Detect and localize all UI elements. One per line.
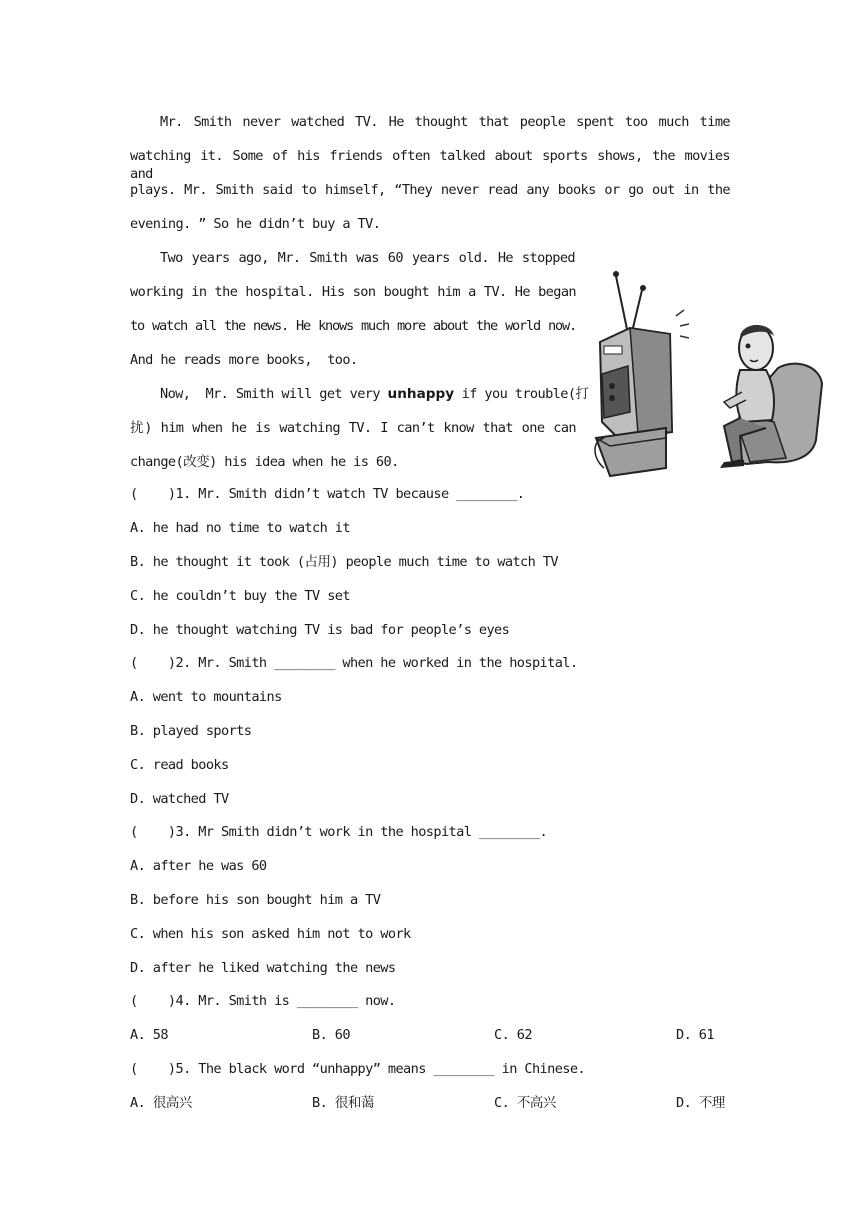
q5-option-d: D. 不理 — [676, 1095, 725, 1111]
q4-stem: ( )4. Mr. Smith is ________ now. — [130, 993, 396, 1009]
passage-p3-post: if you trouble(打 — [454, 386, 589, 402]
passage-p2-line2: working in the hospital. His son bought him a TV. He began — [130, 284, 576, 300]
q1-option-b: B. he thought it took (占用) people much time to watch TV — [130, 554, 558, 570]
q1-option-d: D. he thought watching TV is bad for people’s eyes — [130, 622, 510, 638]
q3-stem: ( )3. Mr Smith didn’t work in the hospital ________. — [130, 824, 548, 840]
q5-option-a: A. 很高兴 — [130, 1095, 192, 1111]
q2-option-c: C. read books — [130, 757, 229, 773]
q3-option-a: A. after he was 60 — [130, 858, 267, 874]
passage-p2-line4: And he reads more books, too. — [130, 352, 358, 368]
man-watching-tv-illustration — [590, 262, 830, 484]
passage-p3-line3: change(改变) his idea when he is 60. — [130, 454, 399, 470]
q3-option-d: D. after he liked watching the news — [130, 960, 396, 976]
passage-p2-line1: Two years ago, Mr. Smith was 60 years old. He stopped — [160, 250, 575, 266]
q4-option-c: C. 62 — [494, 1027, 532, 1043]
q4-option-a: A. 58 — [130, 1027, 168, 1043]
q5-stem: ( )5. The black word “unhappy” means ________ in Chinese. — [130, 1061, 586, 1077]
q1-option-a: A. he had no time to watch it — [130, 520, 350, 536]
q3-option-c: C. when his son asked him not to work — [130, 926, 411, 942]
passage-p1-line4: evening. ” So he didn’t buy a TV. — [130, 216, 381, 232]
passage-p3-line1 — [160, 385, 588, 403]
q2-option-d: D. watched TV — [130, 791, 229, 807]
passage-p1-line1: Mr. Smith never watched TV. He thought that people spent too much time — [160, 114, 730, 130]
q4-option-d: D. 61 — [676, 1027, 714, 1043]
passage-p1-line3: plays. Mr. Smith said to himself, “They never read any books or go out in the — [130, 182, 730, 198]
passage-p3-pre: Now, Mr. Smith will get very — [160, 386, 388, 402]
q2-stem: ( )2. Mr. Smith ________ when he worked in the hospital. — [130, 655, 578, 671]
passage-p2-line3: to watch all the news. He knows much more about the world now. — [130, 318, 576, 334]
passage-p3-line2: 扰) him when he is watching TV. I can’t know that one can — [130, 420, 576, 436]
q2-option-a: A. went to mountains — [130, 689, 282, 705]
q1-stem: ( )1. Mr. Smith didn’t watch TV because ________. — [130, 486, 525, 502]
passage-p1-line2: watching it. Some of his friends often talked about sports shows, the movies and — [130, 148, 730, 182]
q5-option-b: B. 很和蔼 — [312, 1095, 374, 1111]
q3-option-b: B. before his son bought him a TV — [130, 892, 381, 908]
q5-option-c: C. 不高兴 — [494, 1095, 556, 1111]
q4-option-b: B. 60 — [312, 1027, 350, 1043]
q1-option-c: C. he couldn’t buy the TV set — [130, 588, 350, 604]
unhappy-bold-word: unhappy — [387, 386, 455, 402]
q2-option-b: B. played sports — [130, 723, 252, 739]
